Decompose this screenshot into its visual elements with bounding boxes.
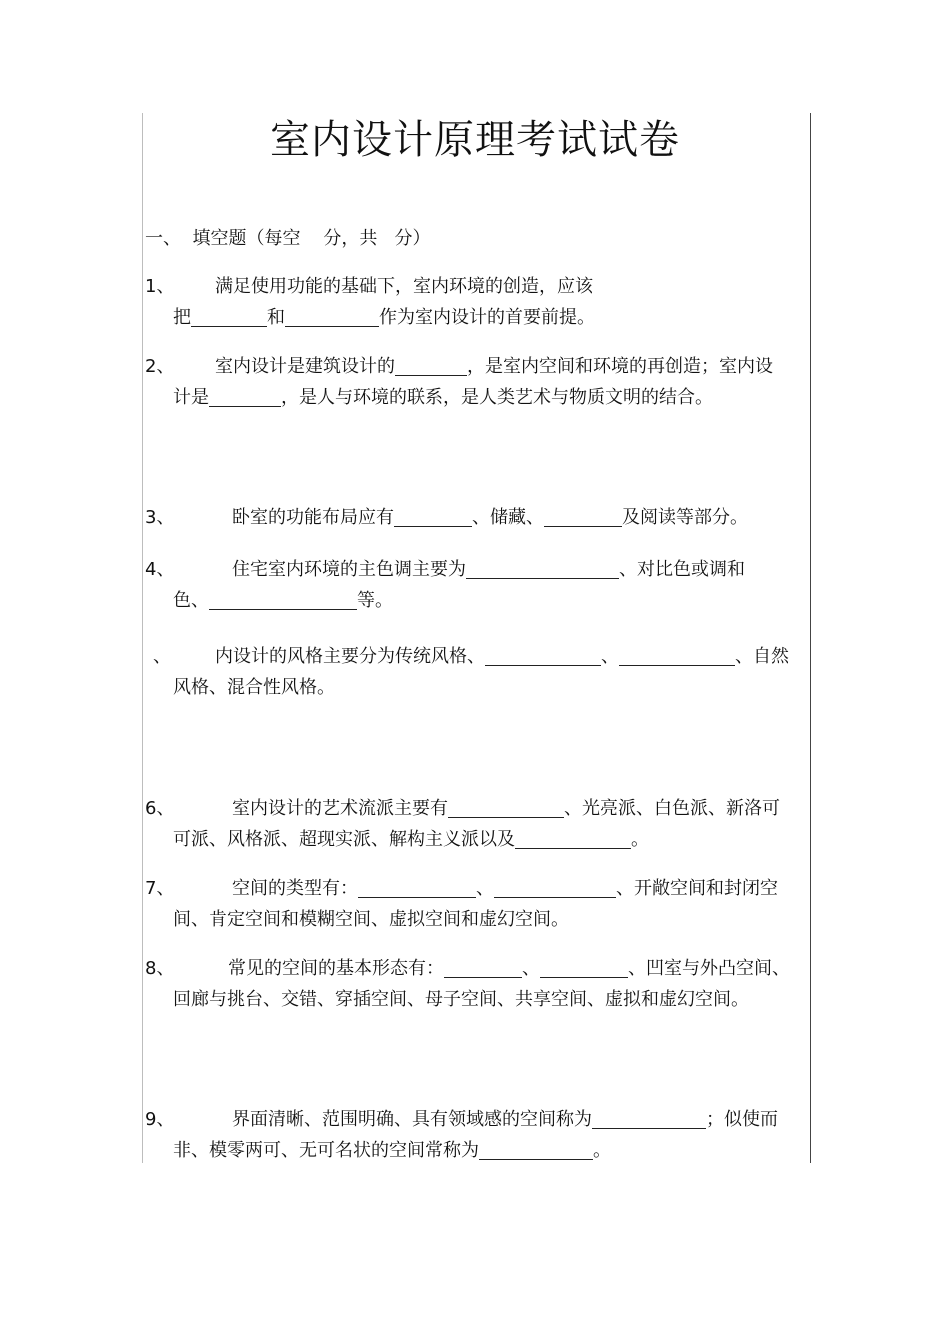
question-text: 、开敞空间和封闭空 <box>616 878 778 899</box>
question-text: ；似使而 <box>706 1109 778 1130</box>
page-title: 室内设计原理考试试卷 <box>270 117 680 163</box>
question-text: 风格、混合性风格。 <box>173 677 335 698</box>
answer-blank[interactable] <box>395 353 467 376</box>
question-number: 8、 <box>145 958 175 979</box>
question-number: 7、 <box>145 878 175 899</box>
question-text: 界面清晰、范围明确、具有领域感的空间称为 <box>232 1109 592 1130</box>
answer-blank[interactable] <box>540 955 628 978</box>
question-text: 、对比色或调和 <box>619 559 745 580</box>
question-text: 非、模零两可、无可名状的空间常称为 <box>173 1140 479 1161</box>
question-number: 3、 <box>145 507 175 528</box>
question-text: 等。 <box>357 590 393 611</box>
question-text: 可派、风格派、超现实派、解构主义派以及 <box>173 829 515 850</box>
question-text: 把 <box>173 307 191 328</box>
question-text: 色、 <box>173 590 209 611</box>
answer-blank[interactable] <box>285 304 379 327</box>
question-text: 内设计的风格主要分为传统风格、 <box>215 646 485 667</box>
question-text: 、凹室与外凸空间、 <box>628 958 790 979</box>
question-text: 作为室内设计的首要前提。 <box>379 307 595 328</box>
question-text: 和 <box>267 307 285 328</box>
question-text: 回廊与挑台、交错、穿插空间、母子空间、共享空间、虚拟和虚幻空间。 <box>173 989 749 1010</box>
question-number: 4、 <box>145 559 175 580</box>
question-text: 。 <box>631 829 649 850</box>
question-text: 、 <box>476 878 494 899</box>
question-number: 6、 <box>145 798 175 819</box>
question-text: 、储藏、 <box>472 507 544 528</box>
answer-blank[interactable] <box>209 587 357 610</box>
answer-blank[interactable] <box>191 304 267 327</box>
answer-blank[interactable] <box>209 384 281 407</box>
answer-blank[interactable] <box>485 643 601 666</box>
question-number: 9、 <box>145 1109 175 1130</box>
answer-blank[interactable] <box>619 643 735 666</box>
question-text: 满足使用功能的基础下，室内环境的创造，应该 <box>215 276 593 297</box>
question-text: 室内设计的艺术流派主要有 <box>232 798 448 819</box>
question-text: 及阅读等部分。 <box>622 507 748 528</box>
answer-blank[interactable] <box>592 1106 706 1129</box>
answer-blank[interactable] <box>444 955 522 978</box>
question-text: 、 <box>601 646 619 667</box>
answer-blank[interactable] <box>448 795 564 818</box>
question-text: ，是人与环境的联系，是人类艺术与物质文明的结合。 <box>281 387 713 408</box>
question-text: 室内设计是建筑设计的 <box>215 356 395 377</box>
answer-blank[interactable] <box>515 826 631 849</box>
left-margin-line <box>142 113 143 1163</box>
question-text: 卧室的功能布局应有 <box>232 507 394 528</box>
question-text: 常见的空间的基本形态有： <box>228 958 444 979</box>
question-text: 、 <box>522 958 540 979</box>
question-text: ，是室内空间和环境的再创造；室内设 <box>467 356 773 377</box>
answer-blank[interactable] <box>479 1137 593 1160</box>
answer-blank[interactable] <box>394 504 472 527</box>
question-text: 空间的类型有： <box>232 878 358 899</box>
answer-blank[interactable] <box>544 504 622 527</box>
question-number: 1、 <box>145 276 175 297</box>
question-text: 、光亮派、白色派、新洛可 <box>564 798 780 819</box>
answer-blank[interactable] <box>494 875 616 898</box>
question-text: 间、肯定空间和模糊空间、虚拟空间和虚幻空间。 <box>173 909 569 930</box>
answer-blank[interactable] <box>466 556 619 579</box>
answer-blank[interactable] <box>358 875 476 898</box>
question-text: 住宅室内环境的主色调主要为 <box>232 559 466 580</box>
question-text: 计是 <box>173 387 209 408</box>
question-text: 、自然 <box>735 646 789 667</box>
question-text: 。 <box>593 1140 611 1161</box>
right-margin-line <box>810 113 811 1163</box>
question-number: 2、 <box>145 356 175 377</box>
section-heading: 一、 填空题（每空 分，共 分） <box>145 228 431 249</box>
question-number: 、 <box>153 646 171 667</box>
